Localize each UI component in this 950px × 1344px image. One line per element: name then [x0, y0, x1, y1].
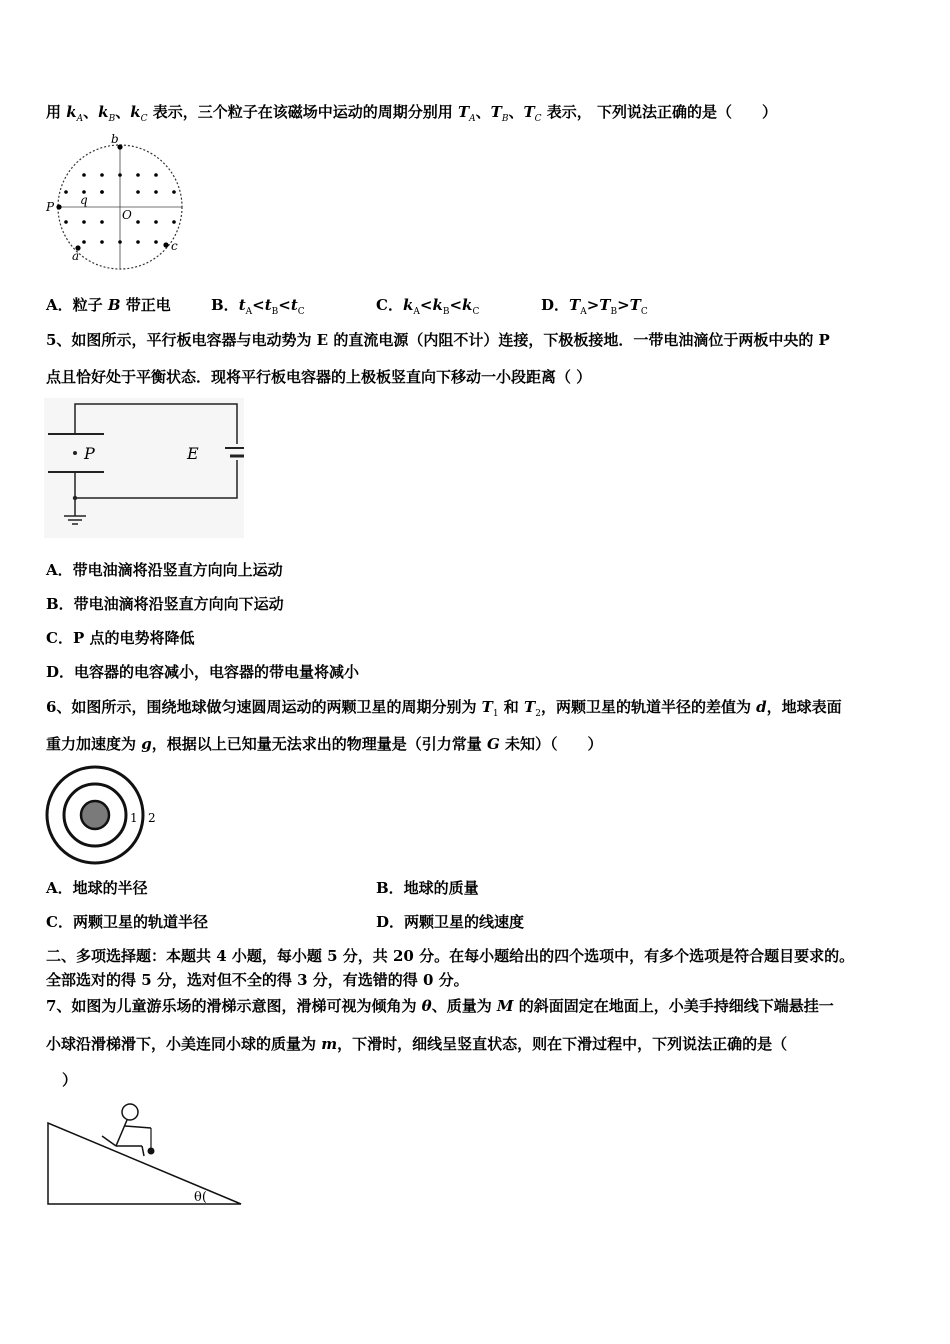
q5-stem-line2: 点且恰好处于平衡状态．现将平行板电容器的上极板竖直向下移动一小段距离（ ）	[46, 368, 592, 386]
q5-option-c: C．P 点的电势将降低	[46, 629, 195, 647]
q6-option-b: B．地球的质量	[376, 879, 479, 897]
label-e-source: E	[187, 444, 199, 463]
q7-stem-line3: ）	[62, 1071, 78, 1089]
q6-stem-line1: 6、如图所示，围绕地球做匀速圆周运动的两颗卫星的周期分别为 $T_1$ 和 $T_2$，两颗卫星的轨道半径的差值为 d，地球表面	[46, 698, 842, 719]
q5-option-d: D．电容器的电容减小，电容器的带电量将减小	[46, 663, 360, 681]
q4-option-d: D．$T_A>T_B>T_C$	[541, 296, 648, 317]
q4-option-c: C．$k_A<k_B<k_C$	[376, 296, 480, 317]
orbit-label-1: 1	[130, 811, 138, 825]
capacitor-circuit-figure	[44, 398, 244, 538]
q4-option-a: A．粒子 B 带正电	[46, 296, 171, 314]
q5-option-a: A．带电油滴将沿竖直方向向上运动	[46, 561, 283, 579]
theta-angle-label: θ(	[194, 1190, 207, 1205]
label-b: b	[111, 132, 119, 146]
orbit-label-2: 2	[148, 811, 156, 825]
q4-option-b: B．$t_A<t_B<t_C$	[211, 296, 305, 317]
label-a: a	[72, 249, 80, 263]
label-p-point: P	[84, 444, 95, 463]
q6-option-c: C．两颗卫星的轨道半径	[46, 913, 208, 931]
q5-option-b: B．带电油滴将沿竖直方向向下运动	[46, 595, 284, 613]
q6-stem-line2: 重力加速度为 g，根据以上已知量无法求出的物理量是（引力常量 G 未知）（ ）	[46, 735, 603, 753]
q7-stem-line2: 小球沿滑梯滑下，小美连同小球的质量为 m，下滑时，细线呈竖直状态，则在下滑过程中，下列说法正确的是（	[46, 1035, 788, 1053]
label-o: O	[122, 208, 132, 222]
q5-stem-line1: 5、如图所示，平行板电容器与电动势为 E 的直流电源（内阻不计）连接，下极板接地．一带电油滴位于两板中央的 P	[46, 331, 830, 349]
label-q: q	[80, 193, 88, 207]
satellite-orbits-figure	[42, 765, 172, 865]
q6-option-d: D．两颗卫星的线速度	[376, 913, 525, 931]
section-2-line2: 全部选对的得 5 分，选对但不全的得 3 分，有选错的得 0 分。	[46, 971, 469, 989]
section-2-line1: 二、多项选择题：本题共 4 小题，每小题 5 分，共 20 分。在每小题给出的四个选项中，有多个选项是符合题目要求的。	[46, 947, 855, 965]
q6-option-a: A．地球的半径	[46, 879, 148, 897]
label-c: c	[171, 239, 178, 253]
q7-stem-line1: 7、如图为儿童游乐场的滑梯示意图，滑梯可视为倾角为 θ、质量为 M 的斜面固定在地面上，小美手持细线下端悬挂一	[46, 997, 834, 1015]
magnetic-field-figure	[40, 130, 200, 275]
slide-figure	[44, 1098, 248, 1210]
q4-stem: 用 $k_A$、$k_B$、$k_C$ 表示，三个粒子在该磁场中运动的周期分别用 $T_A$、$T_B$、$T_C$ 表示， 下列说法正确的是（ ）	[46, 103, 777, 124]
label-p: P	[46, 200, 55, 214]
